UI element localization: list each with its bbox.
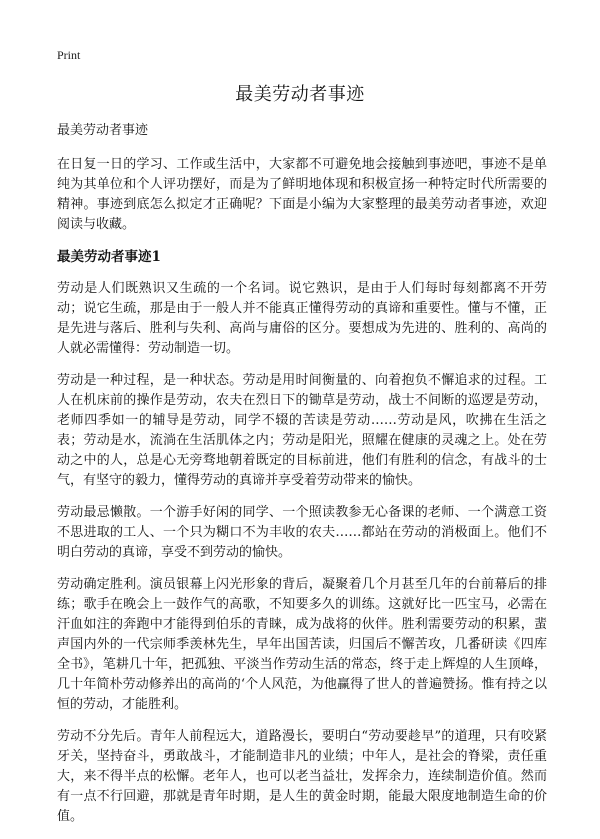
body-paragraph: 劳动确定胜利。演员银幕上闪光形象的背后，凝聚着几个月甚至几年的台前幕后的排练；歌手在晚会上一鼓作气的高歌，不知要多久的训练。这就好比一匹宝马，必需在汗血如注的奔跑中才能得到伯乐的青睐，成为战将的伙伴。胜利需要劳动的积累，蜚声国内外的一代宗师季羡林先生，早年出国苦读，归国后不懈苦攻，几番研读《四库全书》，笔耕几十年，把孤独、平淡当作劳动生活的常态，终于走上辉煌的人生顶峰，几十年简朴劳动修养出的高尚的‘个人风范，为他赢得了世人的普遍赞扬。惟有持之以恒的劳动，才能胜利。	[57, 577, 547, 712]
body-paragraph: 劳动最忌懒散。一个游手好闲的同学、一个照读教参无心备课的老师、一个满意工资不思进取的工人、一个只为糊口不为丰收的农夫……都站在劳动的消极面上。他们不明白劳动的真谛，享受不到劳动的愉快。	[57, 505, 547, 560]
document-body	[57, 121, 547, 839]
body-paragraph: 劳动不分先后。青年人前程远大，道路漫长，要明白“劳动要趁早”的道理，只有咬紧牙关，坚持奋斗，勇敢战斗，才能制造非凡的业绩；中年人，是社会的脊梁，责任重大，来不得半点的松懈。老年人，也可以老当益壮，发挥余力，连续制造价值。然而有一点不行回避，那就是青年时期，是人生的黄金时期，能最大限度地制造生命的价值。	[57, 729, 547, 824]
body-paragraph: 劳动是一种过程，是一种状态。劳动是用时间衡量的、向着抱负不懈追求的过程。工人在机床前的操作是劳动，农夫在烈日下的锄草是劳动，战士不间断的巡逻是劳动，老师四季如一的辅导是劳动，同学不辍的苦读是劳动……劳动是风，吹拂在生活之表；劳动是水，流淌在生活肌体之内；劳动是阳光，照耀在健康的灵魂之上。处在劳动之中的人，总是心无旁骛地朝着既定的目标前进，他们有胜利的信念，有战斗的士气，有坚守的毅力，懂得劳动的真谛并享受着劳动带来的愉快。	[57, 373, 547, 488]
print-link[interactable]: Print	[57, 48, 81, 62]
document-title: 最美劳动者事迹	[235, 84, 365, 105]
document-subtitle: 最美劳动者事迹	[57, 123, 149, 138]
section-heading: 最美劳动者事迹1	[57, 249, 161, 265]
body-paragraph: 劳动是人们既熟识又生疏的一个名词。说它熟识，是由于人们每时每刻都离不开劳动；说它生疏，那是由于一般人并不能真正懂得劳动的真谛和重要性。懂与不懂，正是先进与落后、胜利与失利、高尚与庸俗的区分。要想成为先进的、胜利的、高尚的人就必需懂得：劳动制造一切。	[57, 281, 547, 356]
intro-paragraph: 在日复一日的学习、工作或生活中，大家都不可避免地会接触到事迹吧，事迹不是单纯为其单位和个人评功摆好，而是为了鲜明地体现和积极宣扬一种特定时代所需要的精神。事迹到底怎么拟定才正确呢？下面是小编为大家整理的最美劳动者事迹，欢迎阅读与收藏。	[57, 157, 547, 232]
